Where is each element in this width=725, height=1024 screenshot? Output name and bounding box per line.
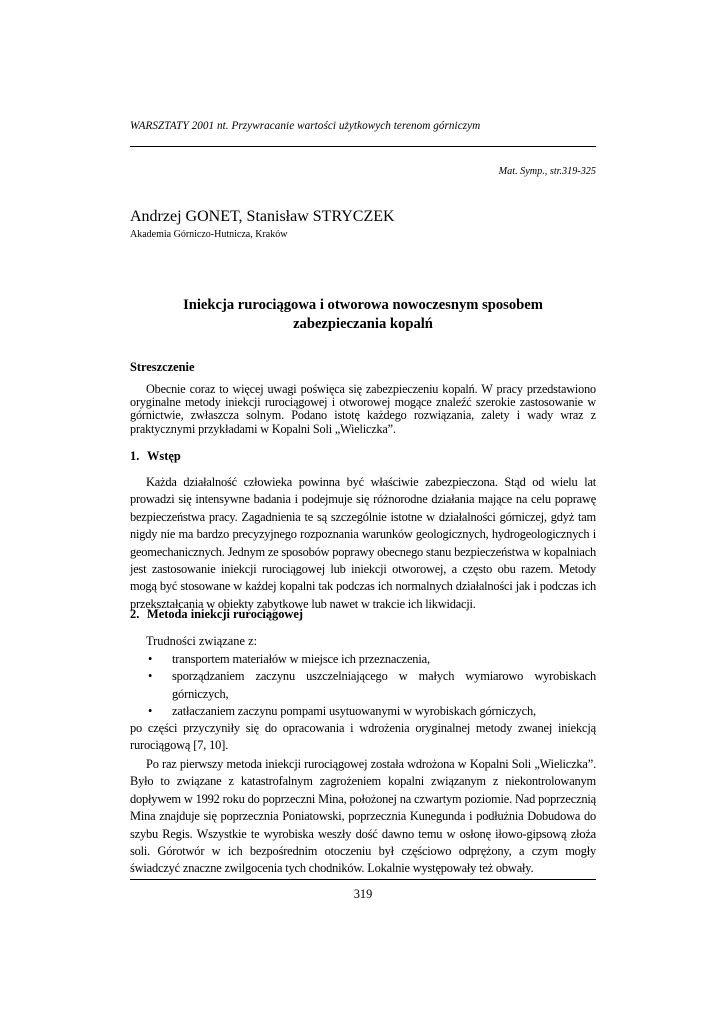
paper-title — [130, 296, 596, 334]
bullet-list — [130, 651, 596, 721]
section-2-paragraph-1: po części przyczyniły się do opracowania i wdrożenia oryginalnej metody zwanej iniekcją rurociągową [7, 10]. — [130, 721, 596, 753]
abstract-text: Obecnie coraz to więcej uwagi poświęca się zabezpieczeniu kopalń. W pracy przedstawiono oryginalne metody iniekcji rurociągowej i otworowej mogące znaleźć szerokie zastosowanie w górnictwie, zwłaszcza solnym. Podano istotę każdego rozwiązania, zalety i wady wraz z praktycznymi przykładami w Kopalni Soli „Wieliczka”. — [130, 382, 596, 436]
list-item — [130, 703, 596, 720]
publication-reference: Mat. Symp., str.319-325 — [498, 166, 596, 177]
bullet-icon: • — [148, 669, 153, 684]
section-1-heading — [130, 449, 596, 464]
list-item-text: transportem materiałów w miejsce ich przeznaczenia, — [172, 652, 430, 666]
header-rule — [130, 146, 596, 147]
section-2-number: 2. — [130, 607, 140, 621]
bullet-icon: • — [148, 704, 153, 719]
list-item — [130, 651, 596, 668]
list-item-text: sporządzaniem zaczynu uszczelniającego w małych wymiarowo wyrobiskach górniczych, — [172, 669, 596, 701]
section-2-title: Metoda iniekcji rurociągowej — [147, 607, 303, 621]
list-item-text: zatłaczaniem zaczynu pompami usytuowanymi w wyrobiskach górniczych, — [172, 704, 536, 719]
affiliation: Akademia Górniczo-Hutnicza, Kraków — [130, 229, 288, 240]
bullet-icon: • — [148, 652, 153, 666]
section-2-paragraph-2: Po raz pierwszy metoda iniekcji rurociągowej została wdrożona w Kopalni Soli „Wieliczka”. Było to związane z katastrofalnym zagrożeniem kopalni związanym z niekontrolowanym dopływem w 1992 roku do poprzeczni Mina, położonej na czwartym poziomie. Nad poprzecznią Mina znajduje się poprzecznia Poniatowski, poprzecznia Kunegunda i podłużnia Dobudowa do szybu Regis. Wszystkie te wyrobiska weszły dość dawno temu w osłonę iłowo-gipsową złoża soli. Górotwór w ich bezpośrednim otoczeniu był częściowo odprężony, a czym mogły świadczyć znaczne zwilgocenia tych chodników. Lokalnie występowały też obwały. — [130, 757, 596, 876]
section-2-heading — [130, 607, 596, 622]
paper-title-line-1: Iniekcja rurociągowa i otworowa nowoczesnym sposobem — [183, 297, 543, 313]
section-1-text: Każda działalność człowieka powinna być właściwie zabezpieczona. Stąd od wielu lat prowadzi się intensywne badania i podejmuje się różnorodne działania mające na celu poprawę bezpieczeństwa pracy. Zagadnienia te są szczególnie istotne w działalności górniczej, gdyż tam nigdy nie ma bardzo precyzyjnego rozpoznania warunków geologicznych, hydrogeologicznych i geomechanicznych. Jednym ze sposobów poprawy obecnego stanu bezpieczeństwa w kopalniach jest zastosowanie iniekcji rurociągowej lub iniekcji otworowej, a często obu razem. Metody mogą być stosowane w każdej kopalni tak podczas ich normalnych działalności jak i podczas ich przekształcania w obiekty zabytkowe lub nawet w trakcie ich likwidacji. — [130, 475, 596, 611]
section-1-title: Wstęp — [147, 449, 181, 463]
page-number: 319 — [353, 887, 373, 901]
section-2-lead: Trudności związane z: — [146, 634, 258, 648]
footer-rule — [130, 879, 596, 880]
running-head: WARSZTATY 2001 nt. Przywracanie wartości użytkowych terenom górniczym — [130, 120, 481, 132]
authors: Andrzej GONET, Stanisław STRYCZEK — [130, 208, 395, 225]
list-item — [130, 668, 596, 703]
paper-title-line-2: zabezpieczania kopalń — [293, 316, 433, 332]
section-1-number: 1. — [130, 449, 140, 463]
abstract-heading: Streszczenie — [130, 360, 195, 374]
